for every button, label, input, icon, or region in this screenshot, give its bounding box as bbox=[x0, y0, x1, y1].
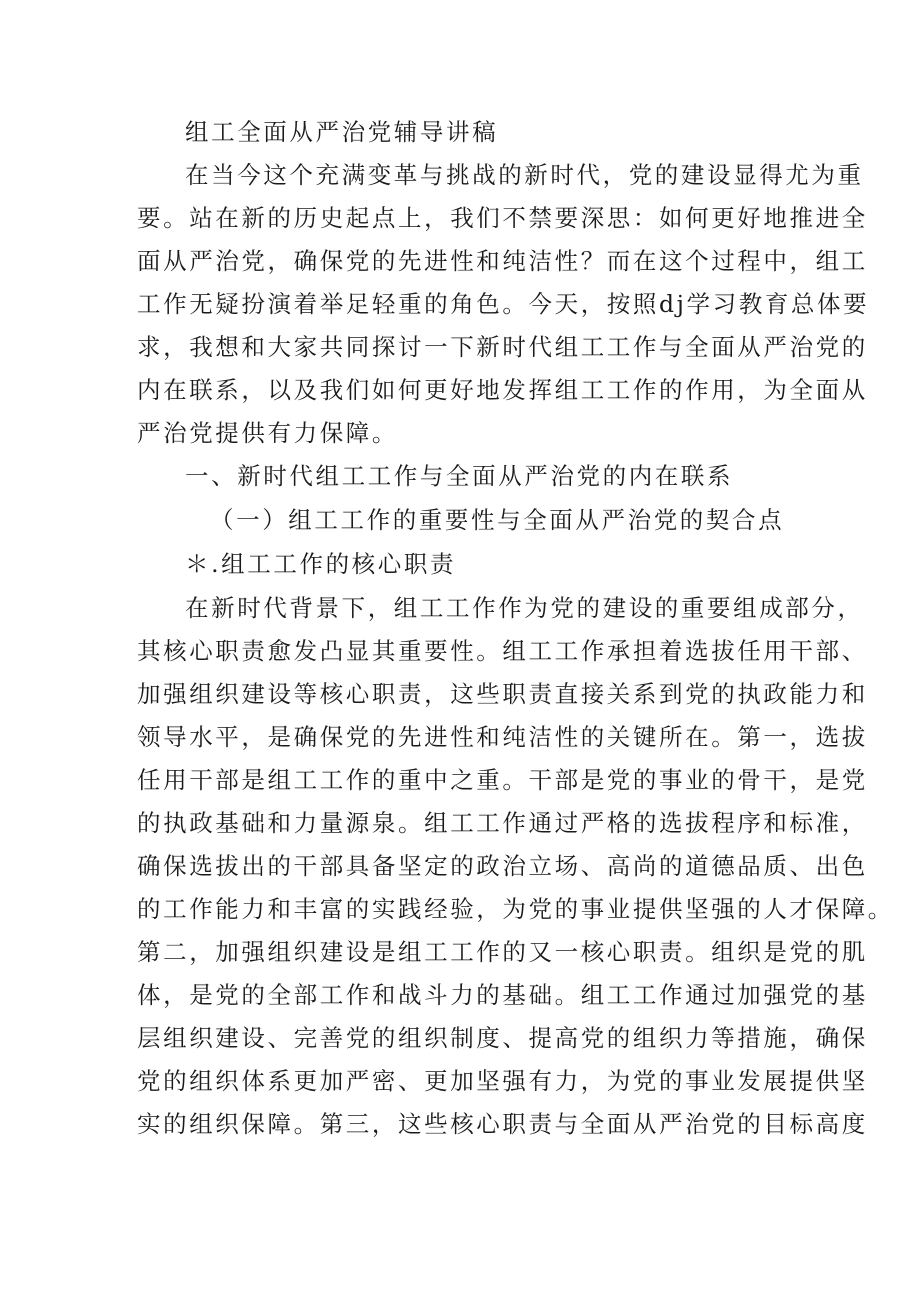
body-line: 任用干部是组工工作的重中之重。干部是党的事业的骨干，是党 bbox=[137, 766, 868, 794]
body-line: 在新时代背景下，组工工作作为党的建设的重要组成部分， bbox=[185, 594, 864, 622]
body-line: 领导水平，是确保党的先进性和纯洁性的关键所在。第一，选拔 bbox=[137, 723, 868, 751]
intro-line: 求，我想和大家共同探讨一下新时代组工工作与全面从严治党的 bbox=[137, 333, 868, 361]
body-line: 党的组织体系更加严密、更加坚强有力，为党的事业发展提供坚 bbox=[137, 1067, 868, 1095]
intro-line: 在当今这个充满变革与挑战的新时代，党的建设显得尤为重 bbox=[185, 161, 864, 189]
subsection-heading: （一）组工工作的重要性与全面从严治党的契合点 bbox=[210, 506, 785, 534]
body-line: 实的组织保障。第三，这些核心职责与全面从严治党的目标高度 bbox=[137, 1110, 868, 1138]
document-title: 组工全面从严治党辅导讲稿 bbox=[185, 118, 499, 146]
body-line: 层组织建设、完善党的组织制度、提高党的组织力等措施，确保 bbox=[137, 1024, 868, 1052]
item-heading: ＊.组工工作的核心职责 bbox=[185, 550, 457, 578]
intro-line: 要。站在新的历史起点上，我们不禁要深思：如何更好地推进全 bbox=[137, 204, 868, 232]
body-line: 第二，加强组织建设是组工工作的又一核心职责。组织是党的肌 bbox=[137, 938, 868, 966]
body-line: 的工作能力和丰富的实践经验，为党的事业提供坚强的人才保障。 bbox=[137, 895, 894, 923]
intro-line: 严治党提供有力保障。 bbox=[137, 419, 398, 447]
intro-line: 内在联系，以及我们如何更好地发挥组工工作的作用，为全面从 bbox=[137, 376, 868, 404]
body-line: 加强组织建设等核心职责，这些职责直接关系到党的执政能力和 bbox=[137, 680, 868, 708]
intro-line: 工作无疑扮演着举足轻重的角色。今天，按照dj学习教育总体要 bbox=[137, 290, 870, 318]
body-line: 其核心职责愈发凸显其重要性。组工工作承担着选拔任用干部、 bbox=[137, 637, 868, 665]
section-heading: 一、新时代组工工作与全面从严治党的内在联系 bbox=[185, 462, 734, 490]
body-line: 体，是党的全部工作和战斗力的基础。组工工作通过加强党的基 bbox=[137, 981, 868, 1009]
body-line: 的执政基础和力量源泉。组工工作通过严格的选拔程序和标准， bbox=[137, 809, 868, 837]
intro-line: 面从严治党，确保党的先进性和纯洁性？而在这个过程中，组工 bbox=[137, 247, 868, 275]
body-line: 确保选拔出的干部具备坚定的政治立场、高尚的道德品质、出色 bbox=[137, 852, 868, 880]
